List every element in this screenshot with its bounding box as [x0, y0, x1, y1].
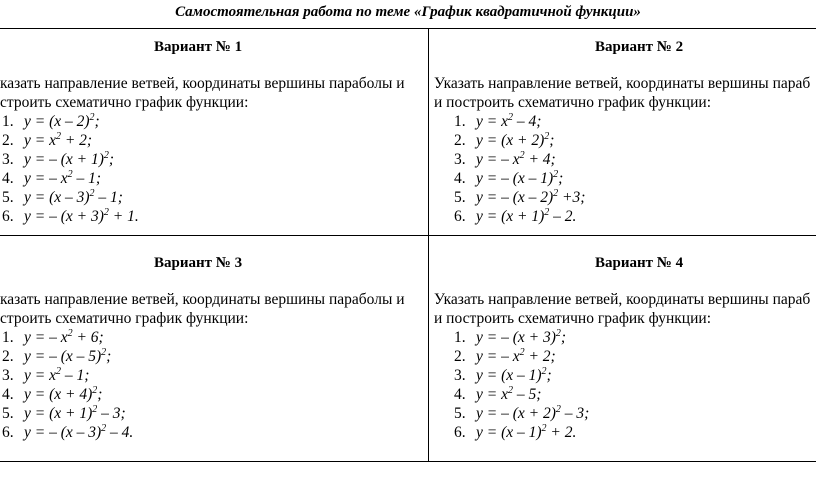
equation-item: [454, 385, 589, 404]
equation-tail: + 2.: [546, 424, 577, 441]
equation-item: [2, 207, 139, 226]
equation-number: 1.: [2, 113, 14, 130]
equation-item: [454, 169, 585, 188]
task-text-line-2: строить схематично график функции:: [0, 310, 249, 327]
equation-number: 1.: [454, 113, 466, 130]
variant-heading: Вариант № 2: [595, 39, 684, 55]
equation-item: [2, 150, 139, 169]
equation-exponent: 2: [541, 366, 547, 377]
task-text-line-2: и построить схематично график функции:: [434, 94, 711, 111]
equation-base: y = (x + 1): [24, 405, 93, 422]
equation-number: 3.: [2, 151, 14, 168]
equation-exponent: 2: [67, 169, 73, 180]
equation-item: [454, 188, 585, 207]
equation-item: [454, 112, 585, 131]
equation-item: [454, 150, 585, 169]
equation-item: [454, 131, 585, 150]
equation-item: [2, 366, 133, 385]
equation-base: y = x: [24, 132, 56, 149]
equation-base: y = (x + 4): [24, 386, 93, 403]
equation-base: y = (x – 2): [24, 113, 90, 130]
equation-base: y = – x: [476, 348, 520, 365]
equation-tail: + 1.: [108, 208, 139, 225]
equation-number: 2.: [2, 348, 14, 365]
equation-list: [454, 112, 585, 226]
equation-tail: + 2;: [524, 348, 556, 365]
equation-number: 2.: [454, 348, 466, 365]
equation-list: [2, 328, 133, 442]
equation-base: y = (x + 2): [476, 132, 545, 149]
equation-number: 2.: [2, 132, 14, 149]
equation-number: 4.: [2, 170, 14, 187]
task-text-line-1: казать направление ветвей, координаты вершины параболы и: [0, 75, 405, 92]
equation-base: y = – x: [476, 151, 520, 168]
equation-tail: ;: [106, 348, 112, 365]
equation-exponent: 2: [555, 328, 561, 339]
table-border-bottom: [0, 461, 816, 462]
equation-tail: – 5;: [512, 386, 542, 403]
task-text-line-1: Указать направление ветвей, координаты вершины параб: [434, 75, 811, 92]
equation-item: [454, 328, 589, 347]
equation-base: y = – (x – 2): [476, 189, 554, 206]
equation-list: [454, 328, 589, 442]
equation-tail: – 1;: [72, 170, 102, 187]
equation-base: y = (x – 3): [24, 189, 90, 206]
equation-tail: – 4.: [106, 424, 134, 441]
equation-base: y = – (x – 5): [24, 348, 102, 365]
equation-list: [2, 112, 139, 226]
variant-heading: Вариант № 3: [154, 255, 243, 271]
equation-exponent: 2: [544, 207, 550, 218]
page-title: Самостоятельная работа по теме «График квадратичной функции»: [175, 4, 641, 20]
equation-item: [2, 385, 133, 404]
equation-item: [2, 404, 133, 423]
equation-exponent: 2: [103, 207, 109, 218]
equation-base: y = – (x – 1): [476, 170, 554, 187]
equation-item: [454, 347, 589, 366]
equation-tail: + 2;: [60, 132, 93, 149]
equation-number: 1.: [454, 329, 466, 346]
task-text-line-2: строить схематично график функции:: [0, 94, 249, 111]
equation-exponent: 2: [55, 366, 61, 377]
equation-base: y = x: [24, 367, 56, 384]
equation-item: [2, 347, 133, 366]
variant-cell-1: [0, 29, 428, 235]
equation-exponent: 2: [555, 404, 561, 415]
variant-cell-2: [429, 29, 816, 235]
equation-item: [2, 131, 139, 150]
equation-tail: – 1;: [60, 367, 90, 384]
equation-item: [454, 404, 589, 423]
equation-number: 3.: [454, 367, 466, 384]
equation-exponent: 2: [519, 347, 525, 358]
equation-base: y = x: [476, 113, 508, 130]
equation-base: y = – (x + 2): [476, 405, 556, 422]
equation-exponent: 2: [541, 423, 547, 434]
equation-tail: ;: [560, 329, 567, 346]
equation-number: 6.: [454, 424, 466, 441]
equation-exponent: 2: [92, 404, 98, 415]
equation-tail: – 1;: [94, 189, 123, 206]
equation-tail: ;: [108, 151, 115, 168]
equation-tail: ;: [94, 113, 100, 130]
variant-heading: Вариант № 4: [595, 255, 684, 271]
equation-number: 3.: [2, 367, 14, 384]
equation-exponent: 2: [507, 112, 513, 123]
equation-base: y = – x: [24, 170, 68, 187]
equation-base: y = – x: [24, 329, 68, 346]
variant-cell-4: [429, 236, 816, 461]
equation-item: [2, 328, 133, 347]
equation-exponent: 2: [544, 131, 550, 142]
equation-base: y = – (x + 3): [24, 208, 104, 225]
task-text-line-1: Указать направление ветвей, координаты вершины параб: [434, 291, 811, 308]
equation-number: 6.: [2, 424, 14, 441]
equation-exponent: 2: [101, 347, 107, 358]
equation-number: 1.: [2, 329, 14, 346]
equation-tail: – 2.: [549, 208, 577, 225]
equation-exponent: 2: [519, 150, 525, 161]
equation-exponent: 2: [101, 423, 107, 434]
equation-exponent: 2: [553, 169, 559, 180]
equation-item: [2, 423, 133, 442]
equation-number: 4.: [2, 386, 14, 403]
equation-number: 5.: [454, 189, 466, 206]
equation-base: y = (x + 1): [476, 208, 545, 225]
equation-item: [2, 188, 139, 207]
equation-exponent: 2: [55, 131, 61, 142]
equation-tail: ;: [549, 132, 555, 149]
equation-exponent: 2: [92, 385, 98, 396]
equation-base: y = – (x – 3): [24, 424, 102, 441]
task-text-line-1: казать направление ветвей, координаты вершины параболы и: [0, 291, 405, 308]
equation-item: [454, 366, 589, 385]
equation-base: y = – (x + 1): [24, 151, 104, 168]
equation-exponent: 2: [67, 328, 73, 339]
equation-number: 6.: [2, 208, 14, 225]
equation-exponent: 2: [553, 188, 559, 199]
equation-number: 4.: [454, 386, 466, 403]
equation-number: 4.: [454, 170, 466, 187]
equation-tail: ;: [558, 170, 564, 187]
equation-tail: + 4;: [524, 151, 556, 168]
equation-base: y = x: [476, 386, 508, 403]
equation-item: [2, 112, 139, 131]
equation-exponent: 2: [89, 188, 95, 199]
equation-tail: – 3;: [560, 405, 590, 422]
equation-base: y = (x – 1): [476, 424, 542, 441]
equation-tail: – 4;: [512, 113, 542, 130]
equation-exponent: 2: [89, 112, 95, 123]
equation-tail: +3;: [558, 189, 586, 206]
equation-item: [2, 169, 139, 188]
equation-item: [454, 423, 589, 442]
equation-number: 5.: [454, 405, 466, 422]
equation-number: 6.: [454, 208, 466, 225]
equation-number: 5.: [2, 189, 14, 206]
equation-tail: – 3;: [97, 405, 126, 422]
equation-base: y = – (x + 3): [476, 329, 556, 346]
equation-base: y = (x – 1): [476, 367, 542, 384]
equation-item: [454, 207, 585, 226]
variant-heading: Вариант № 1: [154, 39, 243, 55]
equation-number: 5.: [2, 405, 14, 422]
equation-tail: ;: [546, 367, 552, 384]
equation-tail: + 6;: [72, 329, 104, 346]
equation-number: 3.: [454, 151, 466, 168]
equation-exponent: 2: [103, 150, 109, 161]
equation-tail: ;: [97, 386, 103, 403]
equation-number: 2.: [454, 132, 466, 149]
equation-exponent: 2: [507, 385, 513, 396]
task-text-line-2: и построить схематично график функции:: [434, 310, 711, 327]
variant-cell-3: [0, 236, 428, 461]
